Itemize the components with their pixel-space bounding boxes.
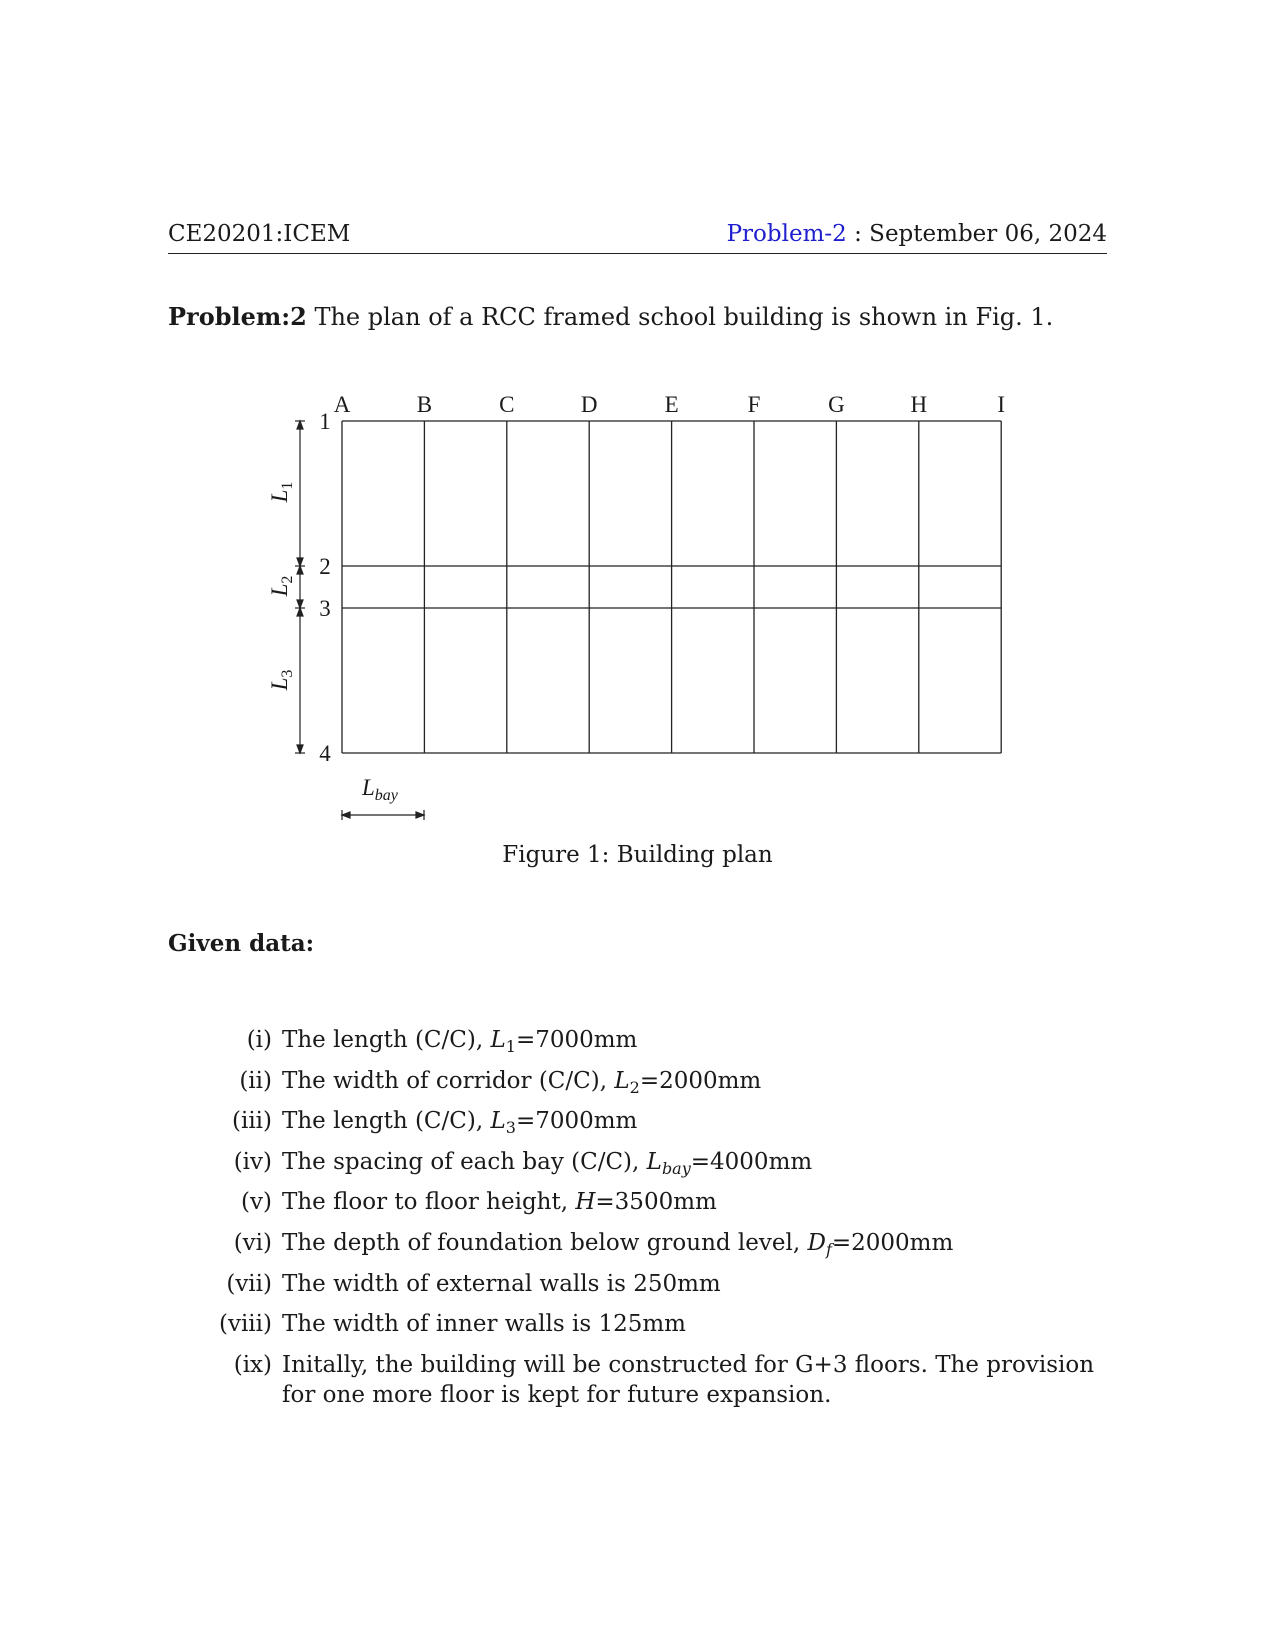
problem-label: Problem:2 [168, 302, 307, 331]
given-item [200, 1142, 1110, 1183]
item-text-prefix: The width of corridor (C/C), [282, 1067, 615, 1094]
column-label-b: B [416, 392, 433, 417]
given-item [200, 1101, 1110, 1142]
column-label-e: E [664, 392, 679, 417]
item-value: =7000mm [515, 1108, 638, 1135]
arrow-row-3-down [297, 608, 303, 616]
problem-link[interactable]: Problem-2 [726, 221, 847, 247]
item-value: =2000mm [639, 1067, 762, 1094]
given-data-list [200, 1020, 1110, 1415]
item-variable-subscript: 2 [629, 1077, 640, 1097]
given-item [200, 1020, 1110, 1061]
item-number: (iv) [233, 1148, 272, 1175]
column-label-c: C [499, 392, 515, 417]
arrow-row-3-up [297, 600, 303, 608]
item-variable: L [614, 1067, 630, 1094]
item-text-prefix: The floor to floor height, [282, 1189, 576, 1216]
item-value: =7000mm [515, 1027, 638, 1053]
plan-grid [342, 421, 1001, 753]
dim-label-l3: $L_3$ [267, 669, 296, 691]
column-label-a: A [333, 392, 351, 417]
item-text-prefix: The length (C/C), [282, 1027, 491, 1053]
bay-dimension [342, 810, 424, 820]
given-item [200, 1304, 1110, 1345]
item-number: (v) [241, 1189, 272, 1216]
page-header [168, 221, 1107, 254]
item-variable: H [575, 1189, 596, 1216]
item-text [282, 1223, 1110, 1264]
column-labels [334, 392, 1005, 417]
given-item [200, 1264, 1110, 1305]
row-label-2: 2 [319, 554, 331, 579]
item-text-prefix: The length (C/C), [282, 1108, 491, 1135]
column-label-f: F [747, 392, 761, 417]
arrow-row-2-up [297, 558, 303, 566]
item-variable-subscript: 1 [505, 1037, 516, 1056]
item-number: (vi) [233, 1229, 272, 1256]
item-text [282, 1182, 1110, 1223]
given-item [200, 1182, 1110, 1223]
arrow-row-4 [297, 745, 303, 753]
vertical-dimension [295, 421, 305, 753]
item-number: (ii) [239, 1067, 272, 1094]
item-variable: L [490, 1027, 506, 1053]
item-number: (i) [246, 1027, 272, 1053]
item-value: =4000mm [690, 1148, 813, 1175]
item-text [282, 1264, 1110, 1305]
header-right [727, 221, 1107, 247]
item-number: (ix) [233, 1351, 272, 1378]
item-value: =3500mm [595, 1189, 717, 1216]
row-label-1: 1 [319, 409, 331, 434]
dim-label-lbay: $L_{bay}$ [362, 775, 398, 804]
problem-statement [168, 302, 1053, 331]
item-value: =2000mm [831, 1229, 954, 1256]
arrow-row-2-down [297, 566, 303, 574]
item-text [282, 1061, 1110, 1102]
item-variable: L [490, 1108, 506, 1135]
given-item [200, 1223, 1110, 1264]
item-text-prefix: The width of external walls is 250mm [282, 1270, 721, 1297]
item-variable-subscript: f [825, 1239, 832, 1259]
item-text-prefix: The spacing of each bay (C/C), [282, 1148, 647, 1175]
column-label-h: H [910, 392, 928, 417]
item-variable: D [807, 1229, 826, 1256]
item-variable: L [646, 1148, 662, 1175]
item-text [282, 1345, 1110, 1416]
item-text-prefix: Initally, the building will be constructed for G+3 floors. The provision for one more floor is kept for future expansion. [282, 1351, 1095, 1408]
given-item [200, 1061, 1110, 1102]
problem-text: The plan of a RCC framed school building is shown in Fig. 1. [306, 303, 1054, 331]
item-text [282, 1304, 1110, 1345]
given-data-heading: Given data: [168, 930, 315, 957]
dim-label-l1: $L_1$ [267, 481, 296, 503]
item-number: (viii) [218, 1311, 272, 1338]
item-number: (iii) [231, 1108, 272, 1135]
row-label-3: 3 [319, 596, 331, 621]
item-text [282, 1020, 1110, 1061]
given-item [200, 1345, 1110, 1416]
arrow-bay-left [342, 812, 350, 818]
figure-caption: Figure 1: Building plan [502, 842, 773, 868]
column-label-i: I [997, 392, 1006, 417]
item-text [282, 1142, 1110, 1183]
course-code: CE20201:ICEM [168, 221, 351, 247]
column-label-g: G [828, 392, 845, 417]
column-label-d: D [580, 392, 598, 417]
arrow-row-1 [297, 421, 303, 429]
item-text-prefix: The depth of foundation below ground level, [282, 1229, 808, 1256]
item-text [282, 1101, 1110, 1142]
row-label-4: 4 [319, 741, 331, 766]
header-date: : September 06, 2024 [846, 221, 1107, 247]
item-variable-subscript: 3 [505, 1118, 516, 1138]
item-variable-subscript: bay [661, 1158, 691, 1178]
item-number: (vii) [226, 1270, 272, 1297]
arrow-bay-right [416, 812, 424, 818]
dim-label-l2: $L_2$ [267, 575, 296, 597]
item-text-prefix: The width of inner walls is 125mm [282, 1311, 686, 1338]
row-labels [319, 409, 331, 766]
